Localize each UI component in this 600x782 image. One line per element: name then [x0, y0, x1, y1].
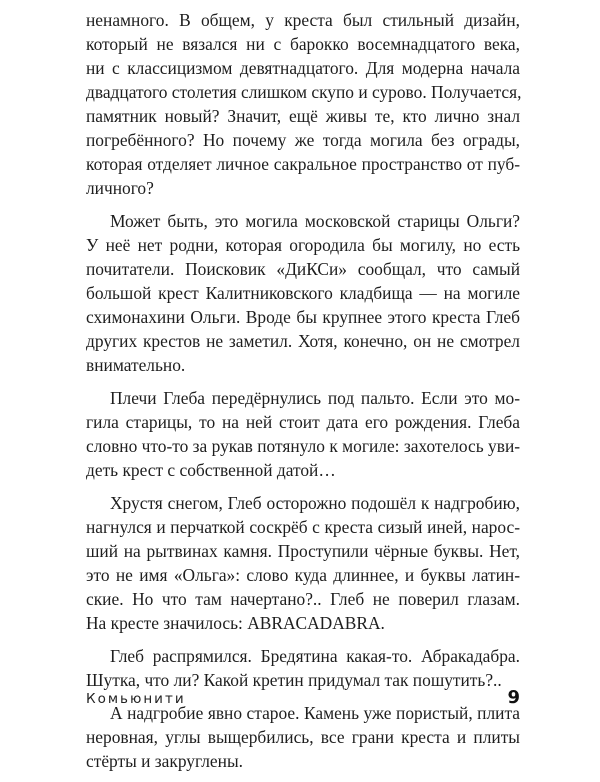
paragraph [86, 644, 520, 692]
text-line: ший на рытвинах камня. Проступили чёрные буквы. Нет, [86, 541, 520, 561]
running-title: Комьюнити [86, 691, 186, 707]
text-line: нагнулся и перчаткой соскрёб с креста сизый иней, нарос- [86, 517, 520, 537]
text-line: внимательно. [86, 355, 186, 375]
text-line: Плечи Глеба передёрнулись под пальто. Если это мо- [110, 388, 520, 408]
text-line: это не имя «Ольга»: слово куда длиннее, и буквы латин- [86, 565, 520, 585]
text-line: Хрустя снегом, Глеб осторожно подошёл к надгробию, [110, 493, 520, 513]
paragraph [86, 209, 520, 377]
text-line: Шутка, что ли? Какой кретин придумал так пошутить?.. [86, 670, 502, 690]
text-line: Глеб распрямился. Бредятина какая-то. Абракадабра. [110, 646, 520, 666]
paragraph [86, 8, 520, 200]
paragraph [86, 386, 520, 482]
text-line: которая отделяет личное сакральное пространство от пуб- [86, 154, 520, 174]
text-line: памятник новый? Значит, ещё живы те, кто лично знал [86, 106, 520, 126]
text-line: словно что-то за рукав потянуло к могиле: захотелось уви- [86, 436, 521, 456]
text-line: А надгробие явно старое. Камень уже пористый, плита [110, 703, 520, 723]
page-footer [86, 687, 520, 713]
text-line: На кресте значилось: ABRACADABRA. [86, 613, 385, 633]
text-line: Может быть, это могила московской старицы Ольги? [110, 211, 520, 231]
text-line: схимонахини Ольги. Вроде бы крупнее этого креста Глеб [86, 307, 520, 327]
text-line: ни с классицизмом девятнадцатого. Для модерна начала [86, 58, 520, 78]
text-line: ненамного. В общем, у креста был стильный дизайн, [86, 10, 520, 30]
text-line: гила старицы, то на ней стоит дата его рождения. Глеба [86, 412, 520, 432]
text-line: погребённого? Но почему же тогда могила без ограды, [86, 130, 520, 150]
text-line: ские. Но что там начертано?.. Глеб не поверил глазам. [86, 589, 520, 609]
text-line: личного? [86, 178, 154, 198]
text-line: большой крест Калитниковского кладбища — на могиле [86, 283, 520, 303]
text-line: неровная, углы выщербились, все грани креста и плиты [86, 727, 520, 747]
text-line: почитатели. Поисковик «ДиКСи» сообщал, что самый [86, 259, 520, 279]
text-line: деть крест с собственной датой… [86, 460, 336, 480]
text-line: двадцатого столетия слишком скупо и сурово. Получается, [86, 82, 522, 102]
page-number: 9 [507, 687, 520, 708]
text-line: У неё нет родни, которая огородила бы могилу, но есть [86, 235, 520, 255]
text-line: который не вязался ни с барокко восемнадцатого века, [86, 34, 520, 54]
paragraph [86, 491, 520, 635]
text-line: других крестов не заметил. Хотя, конечно, он не смотрел [86, 331, 520, 351]
page-body [86, 8, 520, 782]
text-line: стёрты и закруглены. [86, 751, 243, 771]
